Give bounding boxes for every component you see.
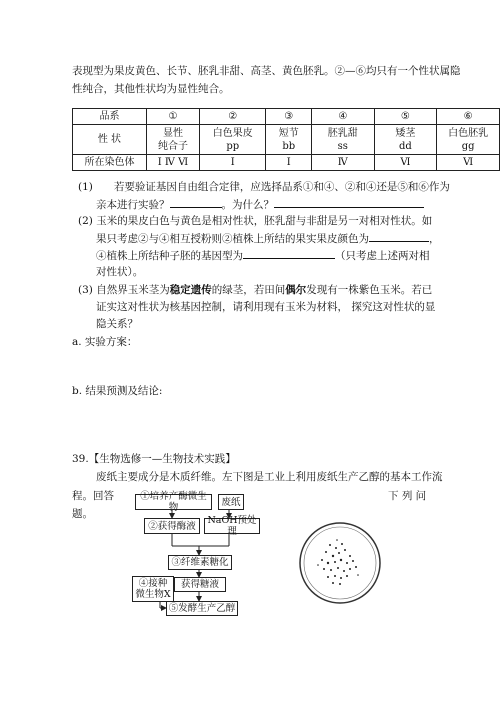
q3-line-1: (3) 自然界玉米茎为稳定遗传的绿茎，若田间偶尔发现有一株紫色玉米。若已	[78, 284, 433, 296]
table-strain-id: ④	[312, 109, 375, 125]
flow-step-inoculate: ④接种 微生物X	[132, 576, 174, 602]
result-label: b. 结果预测及结论:	[72, 385, 163, 397]
table-chromosome-cell: Ⅰ Ⅳ Ⅵ	[146, 155, 199, 171]
q2-line-2: 果只考虑②与④相互授粉则②植株上所结的果实果皮颜色为 ，	[96, 233, 440, 245]
table-strain-id: ③	[266, 109, 312, 125]
table-trait-cell: 显性 纯合子	[146, 125, 199, 155]
table-chromosome-cell: Ⅰ	[199, 155, 265, 171]
q1-line-2: 亲本进行实验？ 。为什么？	[96, 197, 424, 213]
flow-step-fermentation: ⑤发酵生产乙醇	[166, 601, 238, 616]
flow-step-waste-paper: 废纸	[218, 494, 244, 510]
q2-line-1: (2) 玉米的果皮白色与黄色是相对性状，胚乳甜与非甜是另一对相对性状。如	[78, 215, 433, 227]
intro-line-1: 表现型为果皮黄色、长节、胚乳非甜、高茎、黄色胚乳。②—⑥均只有一个性状属隐	[72, 65, 461, 77]
table-chromosome-cell: Ⅰ	[266, 155, 312, 171]
table-header-chromosome: 所在染色体	[73, 155, 147, 171]
table-strain-id: ②	[199, 109, 265, 125]
table-strain-id: ①	[146, 109, 199, 125]
flow-step-enzyme-solution: ②获得酶液	[144, 518, 200, 534]
flow-step-naoh-pretreat: NaOH预处理	[204, 518, 260, 534]
table-chromosome-cell: Ⅵ	[374, 155, 437, 171]
q39-line-2b: 下 列 问	[388, 490, 427, 502]
table-trait-cell: 短节 bb	[266, 125, 312, 155]
q2-line-3: ④植株上所结种子胚的基因型为 （只考虑上述两对相	[96, 250, 430, 262]
table-trait-cell: 白色果皮 pp	[199, 125, 265, 155]
flow-step-saccharification: ③纤维素糖化	[168, 555, 232, 570]
q39-line-2a: 程。回答	[72, 490, 114, 502]
flow-step-culture-microbe: ①培养产酶微生物	[135, 494, 212, 510]
table-chromosome-cell: Ⅳ	[312, 155, 375, 171]
q2-line-4: 对性状）。	[96, 266, 144, 278]
q1-line-1: (1) 若要验证基因自由组合定律，应选择品系①和④、②和④还是⑤和⑥作为	[78, 181, 450, 193]
plan-label: a. 实验方案：	[72, 336, 138, 348]
flow-step-sugar-solution: 获得糖液	[174, 577, 226, 592]
q3-line-3: 隐关系？	[96, 318, 138, 330]
intro-line-2: 性纯合，其他性状均为显性纯合。	[72, 83, 230, 95]
table-chromosome-cell: Ⅵ	[437, 155, 500, 171]
table-trait-cell: 白色胚乳 gg	[437, 125, 500, 155]
table-strain-id: ⑤	[374, 109, 437, 125]
q39-title: 39.【生物选修一—生物技术实践】	[72, 453, 236, 465]
table-header-trait: 性 状	[73, 125, 147, 155]
table-trait-cell: 胚乳甜 ss	[312, 125, 375, 155]
q3-line-2: 证实这对性状为核基因控制，请利用现有玉米为材料， 探究这对性状的显	[96, 301, 436, 313]
q39-line-3: 题。	[72, 508, 93, 520]
table-strain-id: ⑥	[437, 109, 500, 125]
table-header-strain: 品系	[73, 109, 147, 125]
q39-line-1: 废纸主要成分是木质纤维。左下图是工业上利用废纸生产乙醇的基本工作流	[96, 471, 443, 483]
table-trait-cell: 矮茎 dd	[374, 125, 437, 155]
